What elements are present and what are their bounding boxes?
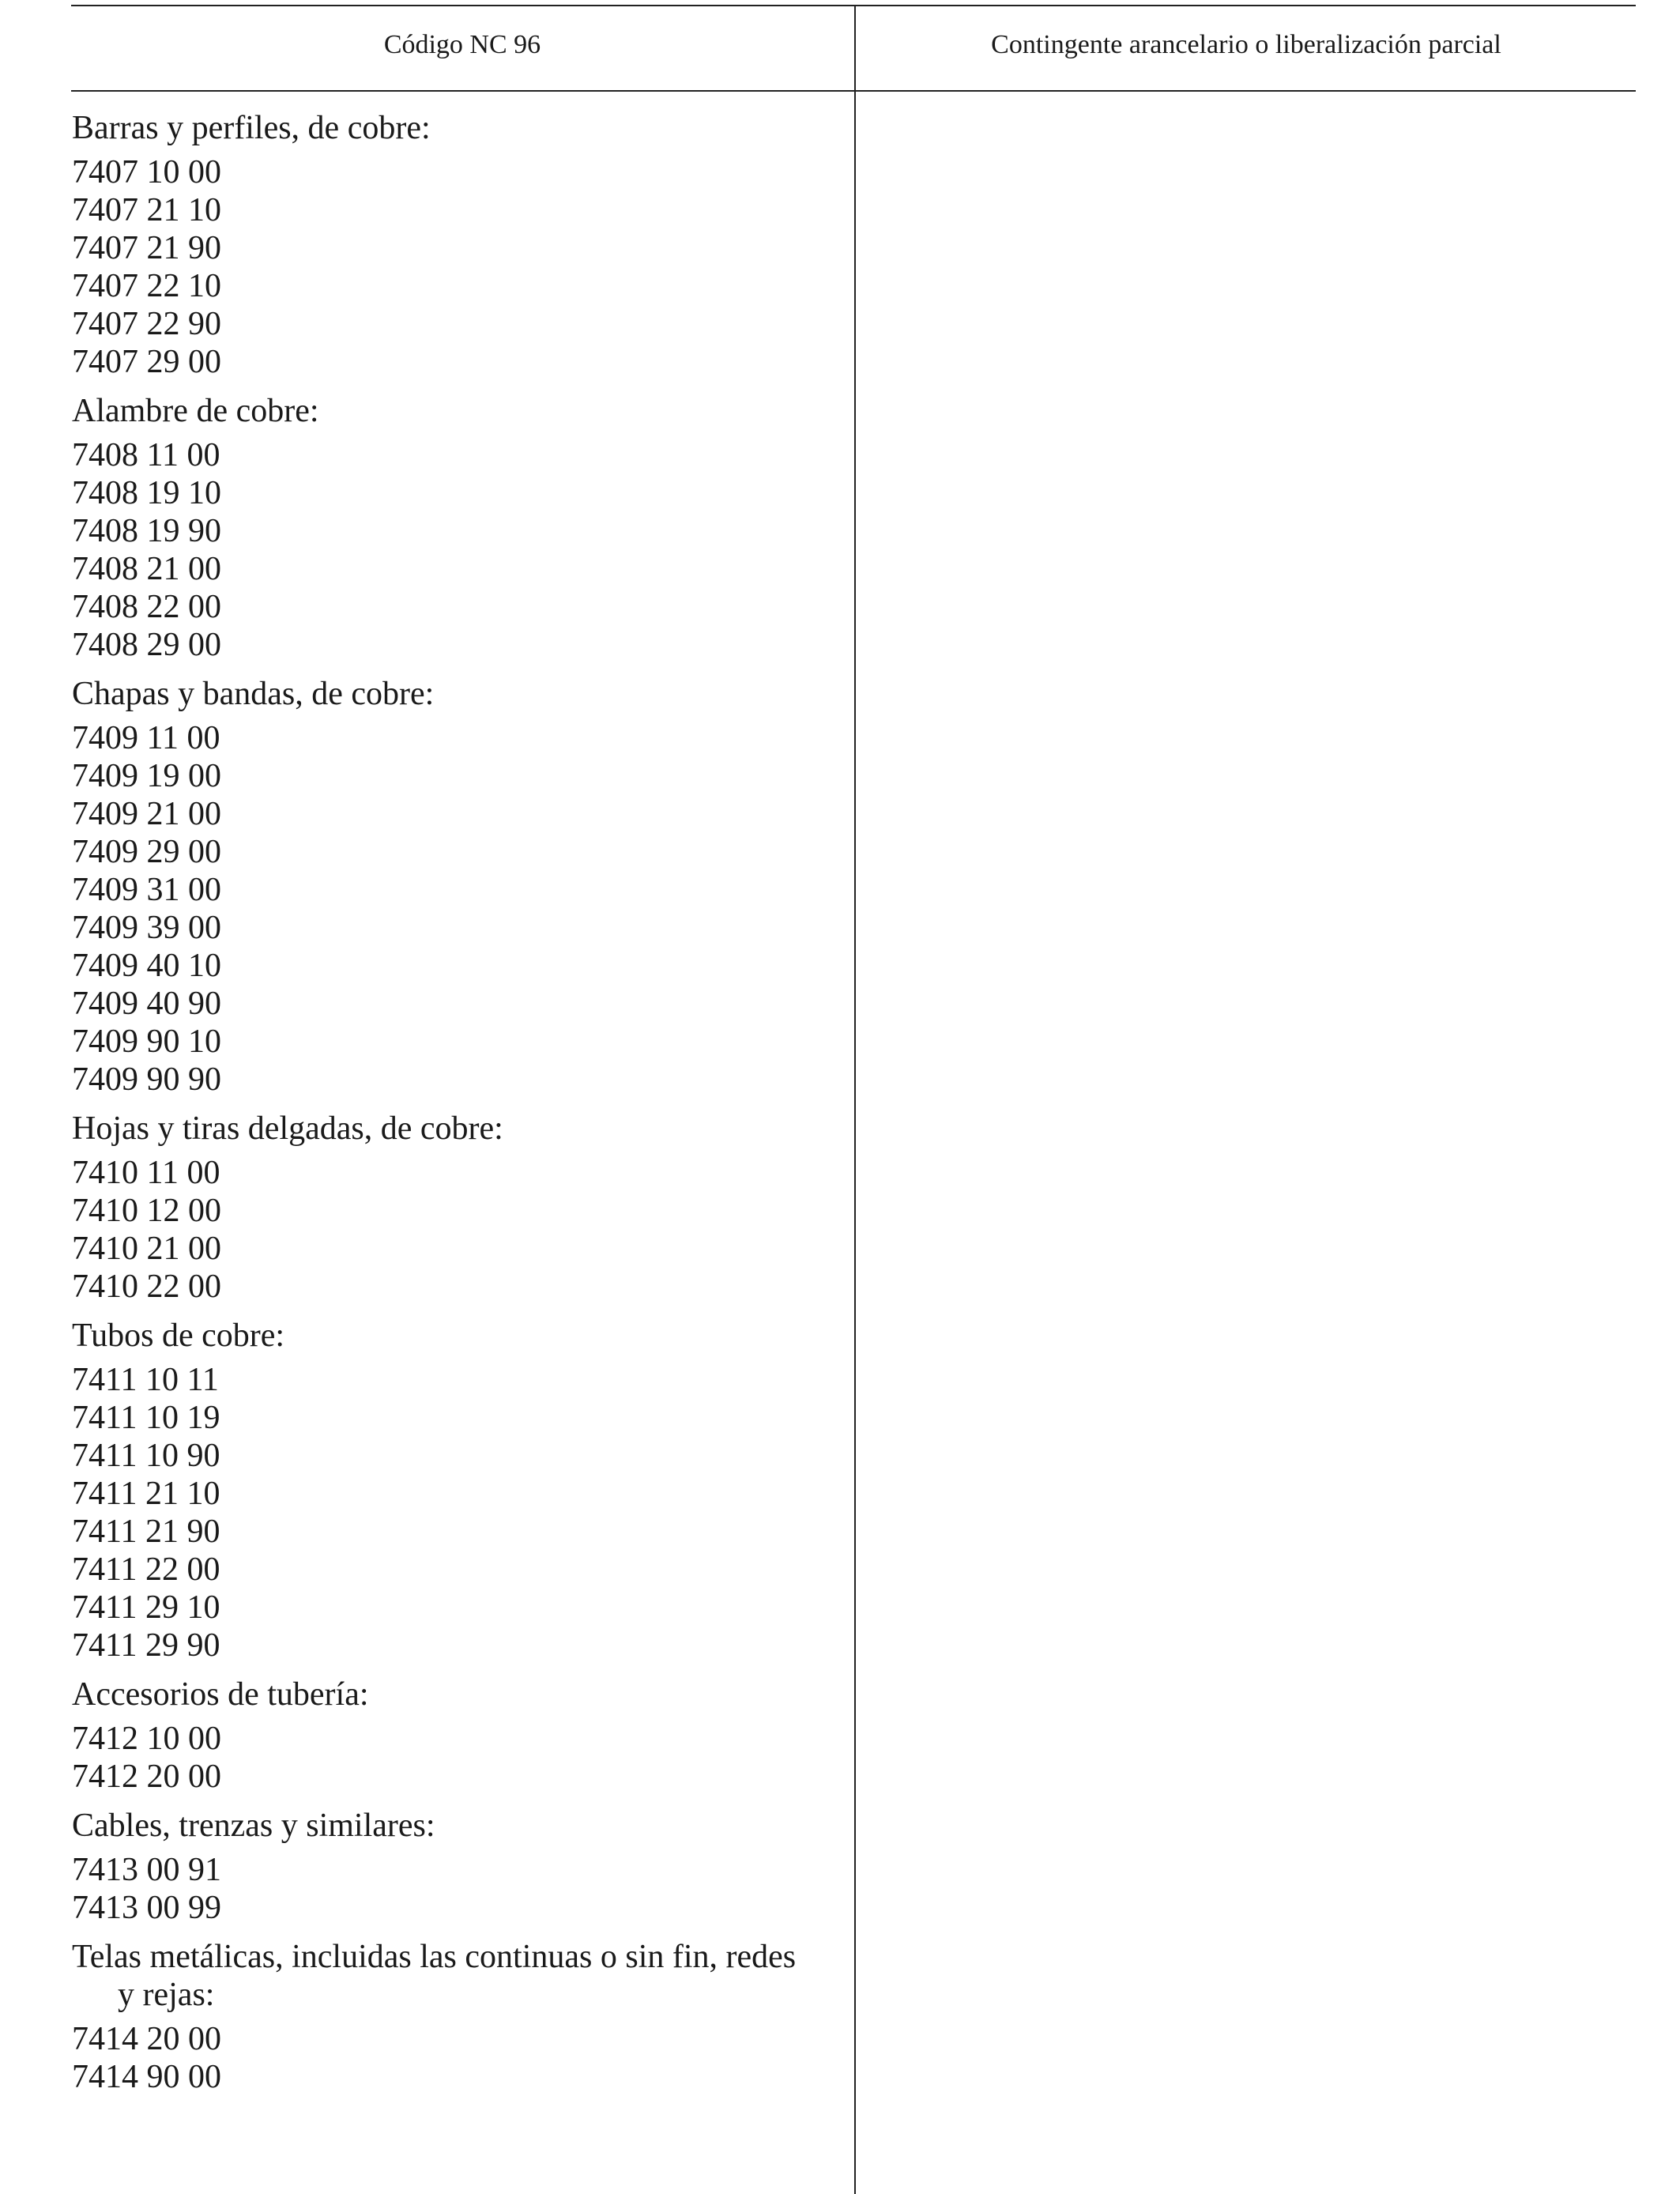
group-title-text: Tubos de cobre: — [72, 1318, 285, 1354]
code-column — [72, 109, 846, 2107]
nc-code: 7414 20 00 — [72, 2021, 221, 2057]
code-group — [72, 392, 846, 664]
group-title-text: Alambre de cobre: — [72, 393, 319, 429]
nc-code: 7413 00 99 — [72, 1890, 221, 1926]
nc-code: 7408 21 00 — [72, 551, 221, 587]
nc-code: 7411 29 10 — [72, 1589, 220, 1626]
nc-code: 7411 10 19 — [72, 1400, 220, 1436]
nc-code: 7411 10 11 — [72, 1362, 219, 1398]
group-title-text: Cables, trenzas y similares: — [72, 1808, 435, 1844]
group-title — [72, 109, 846, 147]
nc-code: 7409 31 00 — [72, 872, 221, 908]
group-title — [72, 1938, 846, 2014]
nc-code: 7408 11 00 — [72, 437, 220, 473]
group-title-text: Barras y perfiles, de cobre: — [72, 110, 431, 146]
group-title — [72, 675, 846, 713]
nc-code: 7411 21 90 — [72, 1514, 220, 1550]
column-divider — [854, 5, 856, 2194]
code-group — [72, 1317, 846, 1664]
code-group — [72, 1676, 846, 1796]
nc-code: 7409 21 00 — [72, 796, 221, 832]
nc-code: 7410 21 00 — [72, 1231, 221, 1267]
nc-code: 7409 90 10 — [72, 1023, 221, 1060]
nc-code: 7413 00 91 — [72, 1852, 221, 1888]
table-header-rule — [71, 90, 1636, 92]
table-top-rule — [71, 5, 1636, 6]
nc-code: 7411 22 00 — [72, 1551, 220, 1588]
header-code-nc96: Código NC 96 — [383, 30, 541, 59]
nc-code: 7408 22 00 — [72, 589, 221, 625]
group-title — [72, 1110, 846, 1148]
group-title-text: Hojas y tiras delgadas, de cobre: — [72, 1110, 503, 1147]
nc-code: 7408 19 90 — [72, 513, 221, 549]
nc-code: 7410 11 00 — [72, 1155, 220, 1191]
group-title — [72, 1676, 846, 1713]
nc-code: 7407 22 10 — [72, 268, 221, 304]
nc-code: 7412 20 00 — [72, 1759, 221, 1795]
nc-code: 7409 90 90 — [72, 1061, 221, 1098]
nc-code: 7409 19 00 — [72, 758, 221, 794]
group-title-text: Accesorios de tubería: — [72, 1676, 369, 1713]
group-title-text: Chapas y bandas, de cobre: — [72, 676, 435, 712]
group-title-text: Telas metálicas, incluidas las continuas o sin fin, redes — [72, 1939, 797, 1975]
group-title — [72, 1317, 846, 1355]
nc-code: 7410 22 00 — [72, 1269, 221, 1305]
nc-code: 7410 12 00 — [72, 1193, 221, 1229]
nc-code: 7409 40 90 — [72, 986, 221, 1022]
nc-code: 7407 29 00 — [72, 344, 221, 380]
nc-code: 7407 21 90 — [72, 230, 221, 266]
nc-code: 7409 11 00 — [72, 720, 220, 756]
nc-code: 7408 29 00 — [72, 627, 221, 663]
group-title — [72, 1807, 846, 1845]
nc-code: 7408 19 10 — [72, 475, 221, 511]
nc-code: 7409 29 00 — [72, 834, 221, 870]
nc-code: 7411 10 90 — [72, 1438, 220, 1474]
nc-code: 7407 22 90 — [72, 306, 221, 342]
nc-code: 7411 29 90 — [72, 1627, 220, 1664]
nc-code: 7409 39 00 — [72, 910, 221, 946]
code-group — [72, 675, 846, 1099]
group-title — [72, 392, 846, 430]
nc-code: 7407 10 00 — [72, 154, 221, 190]
nc-code: 7414 90 00 — [72, 2059, 221, 2095]
group-title-continuation: y rejas: — [118, 1977, 215, 2013]
nc-code: 7412 10 00 — [72, 1721, 221, 1757]
nc-code: 7409 40 10 — [72, 948, 221, 984]
code-group — [72, 109, 846, 381]
code-group — [72, 1110, 846, 1306]
code-group — [72, 1807, 846, 1927]
nc-code: 7411 21 10 — [72, 1476, 220, 1512]
code-group — [72, 1938, 846, 2096]
header-tariff-quota: Contingente arancelario o liberalización parcial — [991, 30, 1501, 59]
nc-code: 7407 21 10 — [72, 192, 221, 228]
